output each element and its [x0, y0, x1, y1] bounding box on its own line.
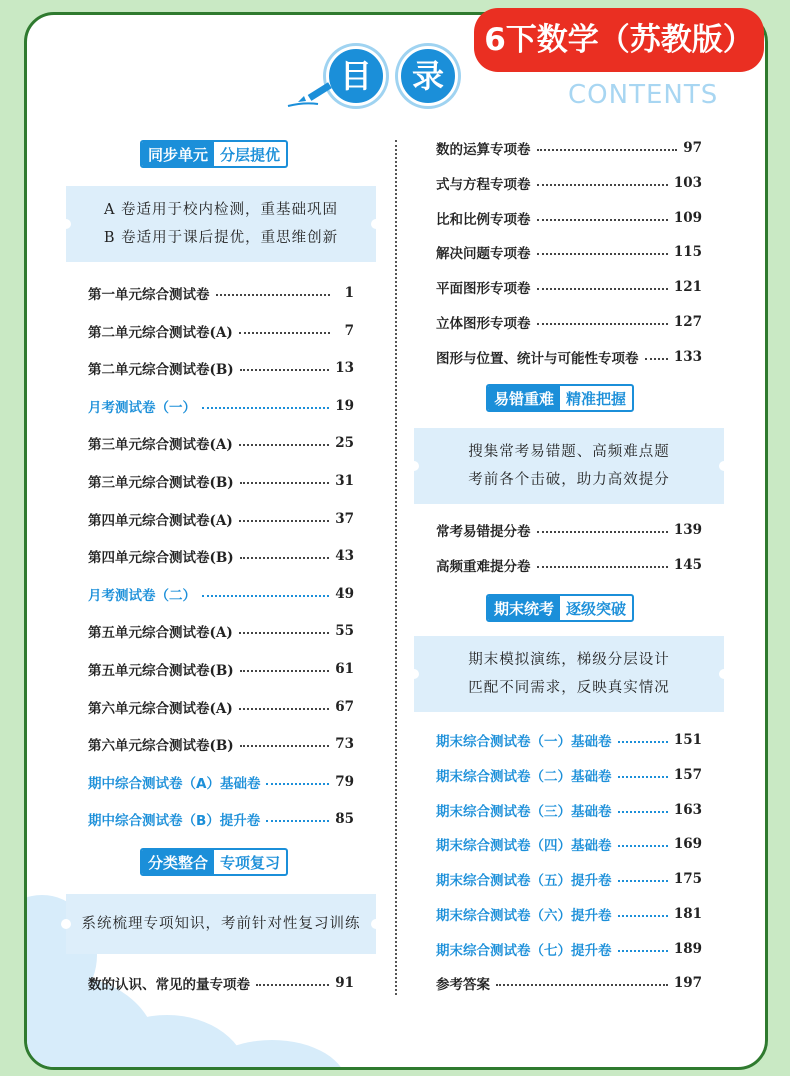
entry-page: 127 — [673, 314, 702, 330]
section-header-sync — [140, 140, 288, 168]
entry-title: 第三单元综合测试卷(B) — [88, 475, 234, 491]
leader-dots — [537, 184, 668, 186]
toc-entry[interactable] — [88, 770, 354, 794]
toc-entry[interactable] — [88, 582, 354, 606]
entry-page: 103 — [673, 174, 702, 191]
entry-page: 175 — [673, 871, 702, 888]
entry-page: 61 — [335, 661, 354, 677]
entry-page: 67 — [335, 698, 354, 715]
toc-entry[interactable] — [88, 469, 354, 493]
entry-page: 25 — [335, 435, 354, 452]
entry-title: 第二单元综合测试卷(B) — [88, 362, 234, 379]
entry-title: 期末综合测试卷（四）基础卷 — [436, 838, 612, 855]
toc-entry[interactable] — [88, 394, 354, 418]
toc-entry[interactable] — [88, 732, 354, 756]
entry-title: 数的认识、常见的量专项卷 — [88, 977, 250, 993]
entry-title: 第一单元综合测试卷 — [88, 287, 210, 303]
toc-entry[interactable] — [436, 275, 702, 299]
toc-entry[interactable] — [436, 902, 702, 926]
leader-dots — [618, 776, 668, 778]
toc-entry[interactable] — [436, 763, 702, 787]
leader-dots — [240, 557, 330, 559]
section-header-final — [486, 594, 634, 622]
entry-page: 43 — [335, 548, 354, 565]
entry-page: 97 — [683, 140, 702, 156]
entry-page: 1 — [344, 285, 354, 301]
entry-title: 常考易错提分卷 — [436, 524, 531, 540]
toc-entry[interactable] — [88, 971, 354, 995]
entry-page: 169 — [673, 836, 702, 853]
section-header-main: 同步单元 — [142, 142, 214, 166]
toc-entry[interactable] — [436, 518, 702, 542]
entry-title: 期末综合测试卷（六）提升卷 — [436, 908, 612, 924]
toc-entry[interactable] — [436, 240, 702, 264]
entry-title: 期末综合测试卷（三）基础卷 — [436, 803, 612, 820]
toc-entry[interactable] — [436, 553, 702, 577]
entry-page: 13 — [335, 360, 354, 377]
leader-dots — [537, 253, 668, 255]
leader-dots — [537, 566, 668, 568]
entry-title: 比和比例专项卷 — [436, 211, 531, 228]
toc-entry[interactable] — [436, 345, 702, 369]
entry-page: 7 — [344, 322, 354, 339]
entry-page: 109 — [673, 209, 702, 226]
entry-page: 115 — [673, 244, 702, 261]
entry-title: 立体图形专项卷 — [436, 316, 531, 332]
leader-dots — [239, 708, 329, 710]
section-header-sub: 逐级突破 — [566, 599, 627, 618]
entry-page: 121 — [673, 279, 702, 296]
toc-entry[interactable] — [88, 619, 354, 643]
leader-dots — [239, 632, 329, 634]
section-header-main: 期末统考 — [488, 596, 560, 620]
entry-page: 151 — [673, 732, 702, 748]
toc-entry[interactable] — [436, 310, 702, 334]
entry-title: 期末综合测试卷（七）提升卷 — [436, 942, 612, 959]
entry-title: 解决问题专项卷 — [436, 246, 531, 263]
description-line: 期末模拟演练，梯级分层设计 — [468, 652, 670, 668]
leader-dots — [240, 482, 330, 484]
pencil-icon — [284, 82, 336, 112]
toc-entry[interactable] — [436, 728, 702, 752]
entry-title: 第五单元综合测试卷(B) — [88, 663, 234, 679]
toc-entry[interactable] — [436, 937, 702, 961]
entry-title: 第四单元综合测试卷(B) — [88, 550, 234, 567]
leader-dots — [266, 783, 329, 785]
leader-dots — [239, 332, 330, 334]
entry-title: 月考测试卷（一） — [88, 399, 196, 416]
leader-dots — [256, 984, 329, 986]
leader-dots — [618, 741, 668, 743]
leader-dots — [537, 288, 668, 290]
entry-title: 期中综合测试卷（A）基础卷 — [88, 775, 261, 792]
toc-entry[interactable] — [88, 319, 354, 343]
description-line: 匹配不同需求，反映真实情况 — [468, 680, 670, 696]
entry-title: 第六单元综合测试卷(B) — [88, 738, 234, 755]
leader-dots — [202, 595, 329, 597]
section-header-main: 分类整合 — [142, 850, 214, 874]
toc-entry[interactable] — [88, 356, 354, 380]
leader-dots — [240, 369, 330, 371]
entry-title: 图形与位置、统计与可能性专项卷 — [436, 350, 639, 367]
section-header-sub: 专项复习 — [220, 853, 281, 872]
entry-page: 133 — [673, 348, 702, 365]
toc-entry[interactable] — [436, 798, 702, 822]
leader-dots — [266, 820, 329, 822]
entry-page: 55 — [335, 623, 354, 640]
section-header-sub: 分层提优 — [220, 145, 281, 164]
leader-dots — [618, 950, 668, 952]
entry-title: 期末综合测试卷（五）提升卷 — [436, 873, 612, 890]
toc-entry-answers[interactable] — [436, 971, 702, 995]
entry-page: 73 — [335, 736, 354, 753]
section-header-main: 易错重难 — [488, 386, 560, 410]
entry-page: 157 — [673, 766, 702, 783]
toc-entry[interactable] — [88, 657, 354, 681]
toc-entry[interactable] — [436, 832, 702, 856]
description-line: 系统梳理专项知识，考前针对性复习训练 — [81, 916, 361, 932]
leader-dots — [240, 745, 330, 747]
entry-title: 第六单元综合测试卷(A) — [88, 700, 233, 717]
toc-title-char-2: 录 — [398, 46, 458, 106]
section-description-errors — [414, 428, 724, 504]
leader-dots — [239, 444, 329, 446]
leader-dots — [618, 880, 668, 882]
entry-page: 189 — [673, 940, 702, 957]
toc-title-char-1: 目 — [326, 46, 386, 106]
column-divider — [395, 140, 397, 995]
entry-page: 145 — [673, 556, 702, 573]
entry-page: 163 — [673, 801, 702, 818]
entry-page: 91 — [335, 975, 354, 991]
leader-dots — [618, 845, 668, 847]
entry-page: 79 — [335, 773, 354, 790]
leader-dots — [645, 358, 668, 360]
entry-title: 平面图形专项卷 — [436, 281, 531, 298]
section-header-classify — [140, 848, 288, 876]
toc-entry[interactable] — [436, 206, 702, 230]
section-description-final — [414, 636, 724, 712]
leader-dots — [496, 984, 668, 986]
toc-entry[interactable] — [88, 431, 354, 455]
toc-entry[interactable] — [88, 695, 354, 719]
section-description-sync — [66, 186, 376, 262]
description-line: A 卷适用于校内检测，重基础巩固 — [103, 202, 339, 218]
entry-page: 37 — [335, 510, 354, 527]
description-line: 搜集常考易错题、高频难点题 — [468, 444, 670, 460]
description-line: 考前各个击破，助力高效提分 — [468, 472, 670, 488]
entry-page: 181 — [673, 906, 702, 922]
entry-title: 期末综合测试卷（一）基础卷 — [436, 734, 612, 750]
entry-page: 139 — [673, 522, 702, 538]
section-header-errors — [486, 384, 634, 412]
leader-dots — [618, 811, 668, 813]
entry-page: 19 — [335, 397, 354, 414]
entry-title: 期中综合测试卷（B）提升卷 — [88, 813, 261, 830]
entry-title: 第五单元综合测试卷(A) — [88, 625, 233, 642]
entry-title: 月考测试卷（二） — [88, 587, 196, 604]
entry-page: 49 — [335, 585, 354, 602]
leader-dots — [537, 149, 678, 151]
entry-page: 31 — [335, 473, 354, 489]
leader-dots — [537, 323, 668, 325]
toc-entry[interactable] — [436, 171, 702, 195]
entry-title: 期末综合测试卷（二）基础卷 — [436, 768, 612, 785]
entry-title: 第四单元综合测试卷(A) — [88, 512, 233, 529]
toc-entry[interactable] — [88, 507, 354, 531]
toc-entry[interactable] — [88, 281, 354, 305]
toc-entry[interactable] — [436, 867, 702, 891]
entry-page: 85 — [335, 811, 354, 828]
toc-entry[interactable] — [88, 807, 354, 831]
section-description-classify — [66, 894, 376, 954]
leader-dots — [240, 670, 330, 672]
leader-dots — [537, 219, 668, 221]
entry-title: 第二单元综合测试卷(A) — [88, 324, 233, 341]
toc-entry[interactable] — [88, 544, 354, 568]
entry-title: 数的运算专项卷 — [436, 142, 531, 158]
entry-title: 第三单元综合测试卷(A) — [88, 437, 233, 454]
toc-entry[interactable] — [436, 136, 702, 160]
leader-dots — [537, 531, 668, 533]
grade-badge: 6下数学（苏教版） — [474, 8, 764, 72]
contents-label: CONTENTS — [568, 80, 719, 110]
entry-page: 197 — [673, 975, 702, 991]
leader-dots — [618, 915, 668, 917]
entry-title: 高频重难提分卷 — [436, 558, 531, 575]
entry-title: 式与方程专项卷 — [436, 176, 531, 193]
leader-dots — [202, 407, 329, 409]
description-line: B 卷适用于课后提优，重思维创新 — [103, 230, 339, 246]
leader-dots — [216, 294, 331, 296]
entry-title: 参考答案 — [436, 977, 490, 993]
leader-dots — [239, 520, 329, 522]
section-header-sub: 精准把握 — [566, 389, 627, 408]
